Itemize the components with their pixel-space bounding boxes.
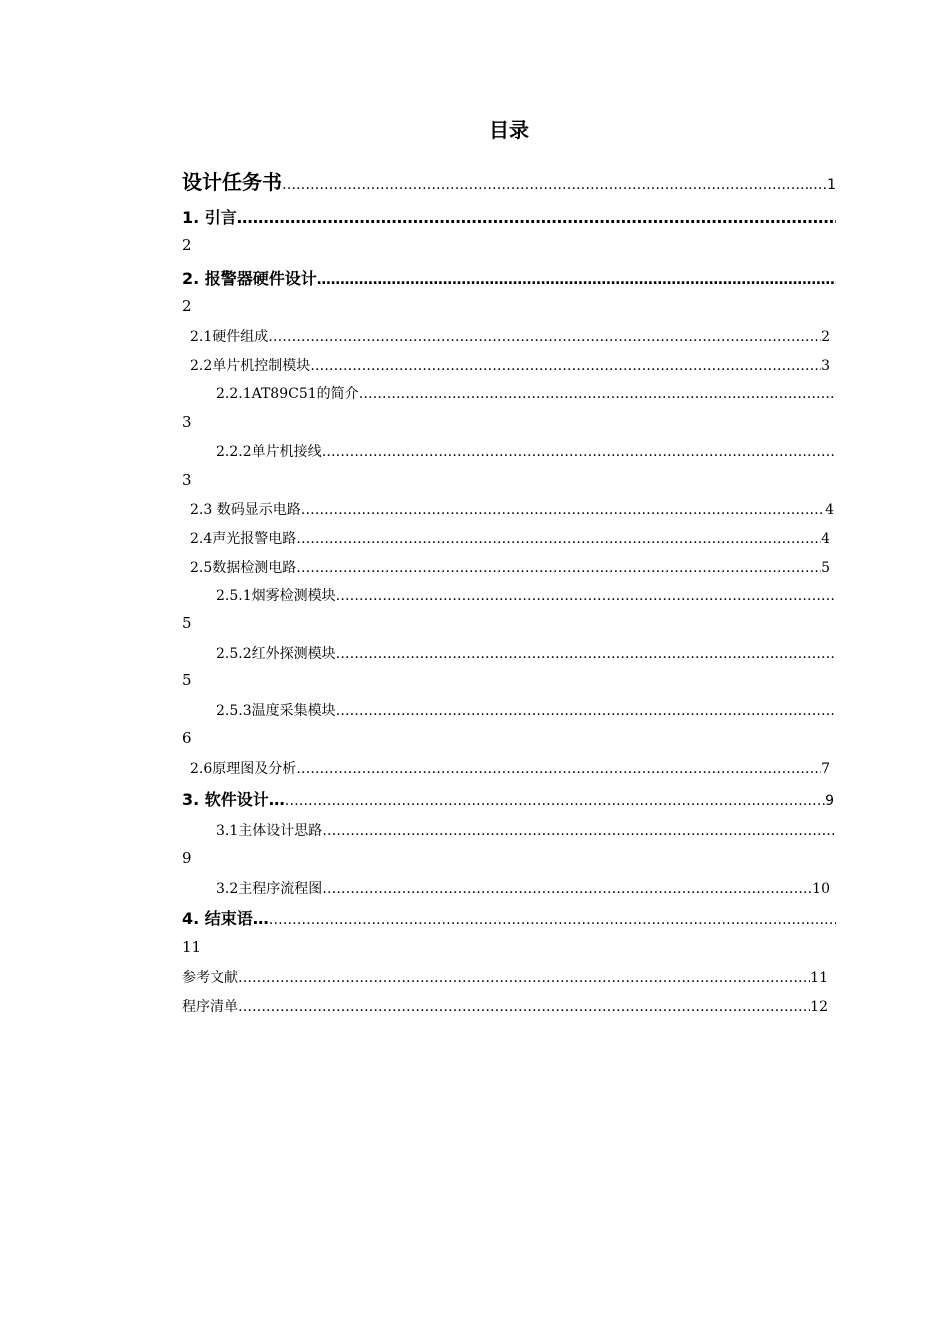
toc-entry-page: 11 bbox=[182, 938, 202, 956]
toc-entry-page: 2 bbox=[821, 329, 830, 345]
leader-dots bbox=[310, 358, 821, 374]
toc-entry-page: .…1 bbox=[808, 177, 836, 193]
leader-dots bbox=[301, 502, 825, 518]
toc-entry-label: 2.2.2单片机接线 bbox=[216, 444, 322, 460]
leader-dots bbox=[282, 177, 809, 193]
toc-entry-label: 3.1主体设计思路 bbox=[216, 823, 323, 839]
toc-entry-label: 2.5.3温度采集模块 bbox=[216, 703, 336, 719]
toc-entry[interactable] bbox=[190, 557, 830, 577]
toc-entry-page: 4 bbox=[825, 502, 834, 518]
toc-entry-page: 11 bbox=[810, 970, 828, 986]
toc-title: 目录 bbox=[489, 118, 529, 142]
leader-dots bbox=[238, 970, 810, 986]
toc-entry-label: 2. 报警器硬件设计 bbox=[182, 269, 317, 288]
toc-entry[interactable] bbox=[190, 758, 830, 778]
toc-entry-page: 12 bbox=[810, 999, 828, 1015]
toc-entry-page: 5 bbox=[182, 671, 192, 689]
toc-entry-label: 2.3 数码显示电路 bbox=[190, 502, 301, 518]
toc-entry-label: 2.1硬件组成 bbox=[190, 329, 269, 345]
toc-entry[interactable] bbox=[182, 996, 828, 1016]
leader-dots bbox=[359, 386, 836, 402]
leader-dots bbox=[317, 272, 836, 288]
toc-entry[interactable] bbox=[216, 441, 836, 461]
toc-entry-page: 5 bbox=[821, 560, 830, 576]
leader-dots bbox=[336, 703, 836, 719]
toc-entry[interactable] bbox=[190, 528, 830, 548]
toc-entry-page: 2 bbox=[182, 236, 192, 254]
toc-entry-page: 10 bbox=[812, 881, 830, 897]
toc-entry-label: 2.5数据检测电路 bbox=[190, 560, 297, 576]
toc-entry-label: 3.2主程序流程图 bbox=[216, 881, 323, 897]
toc-entry-label: 程序清单 bbox=[182, 999, 238, 1015]
toc-entry-label: 2.2.1AT89C51的简介 bbox=[216, 386, 359, 402]
toc-entry-label: 4. 结束语… bbox=[182, 909, 269, 928]
leader-dots bbox=[253, 208, 836, 227]
toc-entry-label: 2.6原理图及分析 bbox=[190, 761, 297, 777]
toc-entry-page: 7 bbox=[821, 761, 830, 777]
toc-entry[interactable] bbox=[190, 499, 834, 519]
toc-entry[interactable] bbox=[216, 643, 836, 663]
leader-dots bbox=[296, 761, 821, 777]
leader-dots bbox=[322, 823, 836, 839]
leader-dots bbox=[285, 793, 825, 809]
toc-entry[interactable] bbox=[182, 166, 836, 195]
toc-entry[interactable] bbox=[216, 700, 836, 720]
leader-dots bbox=[269, 912, 836, 928]
toc-entry-label: 2.5.2红外探测模块 bbox=[216, 646, 336, 662]
toc-entry[interactable] bbox=[216, 383, 836, 403]
toc-entry-page: 2 bbox=[182, 297, 192, 315]
toc-entry-label: 2.4声光报警电路 bbox=[190, 531, 297, 547]
leader-dots bbox=[322, 444, 836, 460]
toc-entry-page: 3 bbox=[182, 471, 192, 489]
leader-dots bbox=[268, 329, 821, 345]
toc-entry[interactable] bbox=[182, 967, 828, 987]
toc-entry-label: 参考文献 bbox=[182, 970, 238, 986]
toc-entry-label: 设计任务书 bbox=[182, 170, 282, 194]
toc-entry-label: 2.2单片机控制模块 bbox=[190, 358, 311, 374]
leader-dots bbox=[322, 881, 812, 897]
leader-dots bbox=[296, 531, 821, 547]
toc-entry[interactable] bbox=[190, 326, 830, 346]
toc-entry-page: 3 bbox=[182, 413, 192, 431]
toc-entry-page: 9 bbox=[825, 793, 834, 809]
toc-entry[interactable] bbox=[182, 266, 836, 289]
toc-entry[interactable] bbox=[216, 878, 830, 898]
toc-entry[interactable] bbox=[190, 355, 830, 375]
toc-entry-page: 3 bbox=[821, 358, 830, 374]
toc-entry-page: 4 bbox=[821, 531, 830, 547]
toc-entry[interactable] bbox=[182, 906, 836, 929]
toc-entry-page: 6 bbox=[182, 729, 192, 747]
toc-entry-label: 2.5.1烟雾检测模块 bbox=[216, 588, 336, 604]
toc-entry[interactable] bbox=[216, 820, 836, 840]
toc-entry[interactable] bbox=[182, 205, 836, 228]
toc-entry-page: 5 bbox=[182, 614, 192, 632]
toc-entry-label: 1. 引言… bbox=[182, 208, 253, 227]
toc-entry-page: 9 bbox=[182, 849, 192, 867]
toc-entry[interactable] bbox=[216, 585, 836, 605]
toc-entry[interactable] bbox=[182, 787, 834, 810]
leader-dots bbox=[336, 588, 836, 604]
leader-dots bbox=[238, 999, 810, 1015]
leader-dots bbox=[296, 560, 821, 576]
leader-dots bbox=[336, 646, 836, 662]
toc-entry-label: 3. 软件设计… bbox=[182, 790, 285, 809]
